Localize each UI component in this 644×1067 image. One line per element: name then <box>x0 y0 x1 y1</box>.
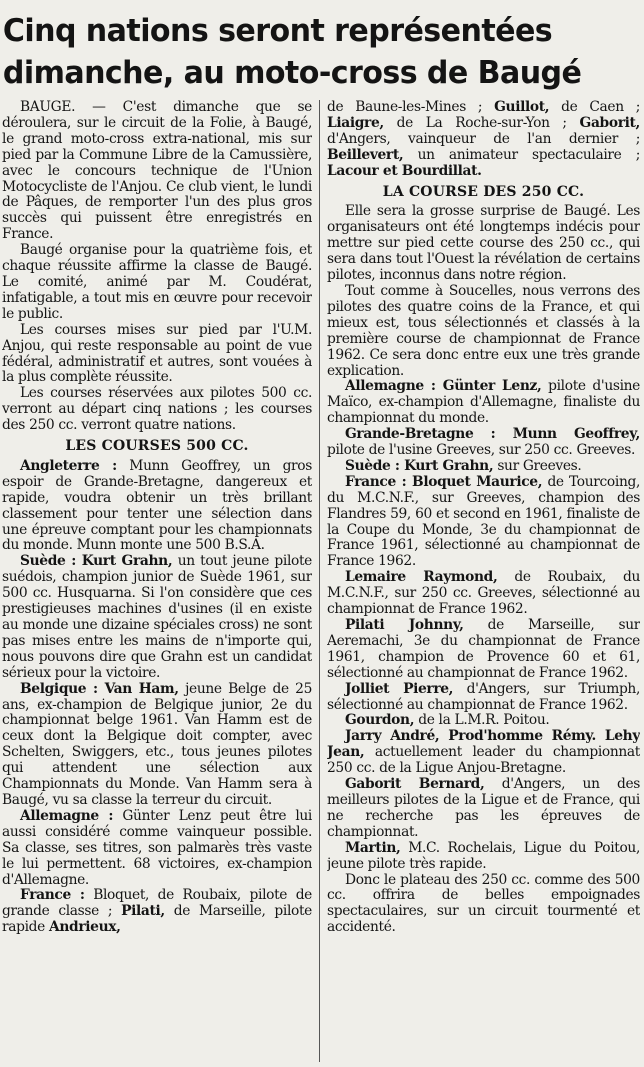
entry-text: d'Angers, vainqueur de l'an dernier ; <box>327 130 640 147</box>
entry-paragraph-france <box>2 888 312 936</box>
entry-text: de La Roche-sur-Yon ; <box>383 114 580 131</box>
entry-text: jeune Belge de 25 ans, ex-champion de Belgique junior, 2e du championnat belge 1961. Van Hamm est de ceux dont la Belgique doit compter, avec Schelten, Swiggers, etc., tous jeunes pilotes qui attendent une sélection aux Championnats du Monde. Van Hamm sera à Baugé, vu sa classe la terreur du circuit. <box>2 680 312 808</box>
entry-lead: Gaborit Bernard, <box>345 776 485 793</box>
entry-text: pilote de l'usine Greeves, sur 250 cc. Greeves. <box>327 442 636 459</box>
column-divider <box>319 100 320 1062</box>
entry-text: de Baune-les-Mines ; <box>327 100 495 115</box>
entry-paragraph <box>327 729 640 777</box>
article-headline <box>0 10 618 94</box>
entry-text: un animateur spectaculaire ; <box>403 146 640 163</box>
section-title-500: LES COURSES 500 CC. <box>65 438 249 455</box>
entry-text: M.C. Rochelais, Ligue du Poitou, jeune pilote très rapide. <box>327 839 640 872</box>
entry-lead: Angleterre : <box>20 457 117 474</box>
entry-paragraph <box>327 427 640 459</box>
intro-paragraph: Les courses mises sur pied par l'U.M. Anjou, qui reste responsable au point de vue fédéral, administratif et autres, sont vouées à la plus complète réussite. <box>2 321 312 386</box>
entry-paragraph-france-cont <box>327 100 640 180</box>
entry-paragraph <box>2 682 312 809</box>
entry-paragraph <box>327 713 640 729</box>
intro-paragraph: Tout comme à Soucelles, nous verrons des pilotes des quatre coins de la France, et qui mieux est, tous sélectionnés et classés à la première course de championnat de France 1962. Ce sera donc entre eux une très grande explication. <box>327 282 640 379</box>
rider-name: Guillot, <box>494 100 550 115</box>
entry-text: Munn Geoffrey, un gros espoir de Grande-Bretagne, dangereux et rapide, voudra obtenir un très brillant classement pour tenter une sélection dans une épreuve comptant pour les championnats du monde. Munn monte une 500 B.S.A. <box>2 457 312 554</box>
intro-paragraph: Baugé organise pour la quatrième fois, et chaque réussite affirme la classe de Baugé. Le comité, animé par M. Coudérat, infatigable, a tout mis en œuvre pour recevoir le public. <box>2 242 312 322</box>
entry-paragraph <box>327 777 640 841</box>
entry-text: de Marseille, sur Aeremachi, 3e du championnat de France 1961, champion de Provence 60 et 61, sélectionné au championnat de France 1962. <box>327 617 640 681</box>
rider-name: Pilati, <box>121 903 165 920</box>
entry-lead: Gourdon, <box>345 712 415 729</box>
entry-text: d'Angers, sur Triumph, sélectionné au championnat de France 1962. <box>327 680 640 713</box>
intro-paragraph: Les courses réservées aux pilotes 500 cc. verront au départ cinq nations ; les courses des 250 cc. verront quatre nations. <box>2 385 312 434</box>
entry-text: d'Angers, un des meilleurs pilotes de la Ligue et de France, qui ne recherche pas les épreuves de championnat. <box>327 776 640 840</box>
entry-text: Bloquet, de Roubaix, pilote de grande classe ; <box>2 887 312 920</box>
entry-text: de Marseille, pilote rapide <box>2 903 312 936</box>
entry-text: de Roubaix, du M.C.N.F., sur 250 cc. Greeves, sélectionné au championnat de France 1962. <box>327 569 640 618</box>
entry-text: de la L.M.R. Poitou. <box>414 712 550 729</box>
entry-text: de Tourcoing, du M.C.N.F., sur Greeves, champion des Flandres 59, 60 et second en 1961, finaliste de la Coupe du Monde, 3e du championnat de France 1961, sélectionné au championnat de France 1962. <box>327 473 640 570</box>
entry-paragraph <box>2 459 312 554</box>
entry-paragraph <box>327 682 640 714</box>
entry-text: un tout jeune pilote suédois, champion junior de Suède 1961, sur 500 cc. Husquarna. Si l'on considère que ces prestigieuses machines d'usines (il en existe au monde une dizaine spéciales cross) ne sont pas mises entre les mains de n'importe qui, nous pouvons dire que Grahn est un candidat sérieux pour la victoire. <box>2 553 312 681</box>
entry-paragraph <box>327 841 640 873</box>
entry-lead: Belgique : Van Ham, <box>20 680 179 697</box>
entry-lead: Allemagne : Günter Lenz, <box>345 378 542 395</box>
entry-paragraph <box>2 554 312 681</box>
intro-paragraph: BAUGE. — C'est dimanche que se déroulera, sur le circuit de la Folie, à Baugé, le grand moto-cross extra-national, mis sur pied par la Commune Libre de la Camussière, avec le concours technique de l'Union Motocycliste de l'Anjou. Ce club vient, le lundi de Pâques, de remporter l'un des plus gros succès qui puissent être enregistrés en France. <box>2 100 312 243</box>
entry-lead: France : <box>20 887 85 904</box>
entry-lead: Martin, <box>345 839 401 856</box>
column-left <box>2 100 312 1062</box>
entry-paragraph <box>327 570 640 618</box>
rider-name: Lacour et Bourdillat. <box>327 162 482 179</box>
column-right <box>327 100 640 1062</box>
headline-line-2: dimanche, au moto-cross de Baugé <box>2 55 582 91</box>
entry-paragraph <box>2 809 312 889</box>
entry-paragraph <box>327 459 640 475</box>
entry-lead: France : Bloquet Maurice, <box>345 473 543 490</box>
rider-name: Beillevert, <box>327 146 404 163</box>
entry-lead: Suède : Kurt Grahn, <box>20 553 173 570</box>
entry-text: sur Greeves. <box>493 457 582 474</box>
headline-line-1: Cinq nations seront représentées <box>2 13 553 49</box>
rider-name: Liaigre, <box>327 114 384 131</box>
entry-text: pilote d'usine Maïco, ex-champion d'Allemagne, finaliste du championnat du monde. <box>327 378 640 427</box>
entry-paragraph <box>327 379 640 427</box>
rider-name: Andrieux, <box>49 919 121 936</box>
entry-lead: Jarry André, Prod'homme Rémy. Lehy Jean, <box>327 728 640 761</box>
entry-lead: Allemagne : <box>20 807 114 824</box>
section-title-250: LA COURSE DES 250 CC. <box>382 183 585 200</box>
entry-lead: Pilati Johnny, <box>345 617 464 633</box>
intro-paragraph: Elle sera la grosse surprise de Baugé. Les organisateurs ont été longtemps indécis pour mettre sur pied cette course des 250 cc., qui sera dans tout l'Ouest la révélation de certains pilotes, inconnus dans notre région. <box>327 203 640 284</box>
entry-lead: Jolliet Pierre, <box>345 680 454 697</box>
entry-text: de Caen ; <box>549 100 640 115</box>
entry-text: actuellement leader du championnat 250 cc. de la Ligue Anjou-Bretagne. <box>327 744 640 777</box>
entry-lead: Lemaire Raymond, <box>345 569 498 586</box>
entry-paragraph <box>327 618 640 682</box>
entry-text: Günter Lenz peut être lui aussi considéré comme vainqueur possible. Sa classe, ses titres, son palmarès très vaste le lui permettent. 68 victoires, ex-champion d'Allemagne. <box>2 807 312 888</box>
entry-lead: Grande-Bretagne : Munn Geoffrey, <box>345 426 640 443</box>
entry-lead: Suède : Kurt Grahn, <box>345 457 494 474</box>
entry-paragraph <box>327 475 640 570</box>
rider-name: Gaborit, <box>579 114 640 131</box>
closing-paragraph: Donc le plateau des 250 cc. comme des 500 cc. offrira de belles empoignades spectaculaires, sur un circuit tourmenté et accidenté. <box>327 871 640 936</box>
